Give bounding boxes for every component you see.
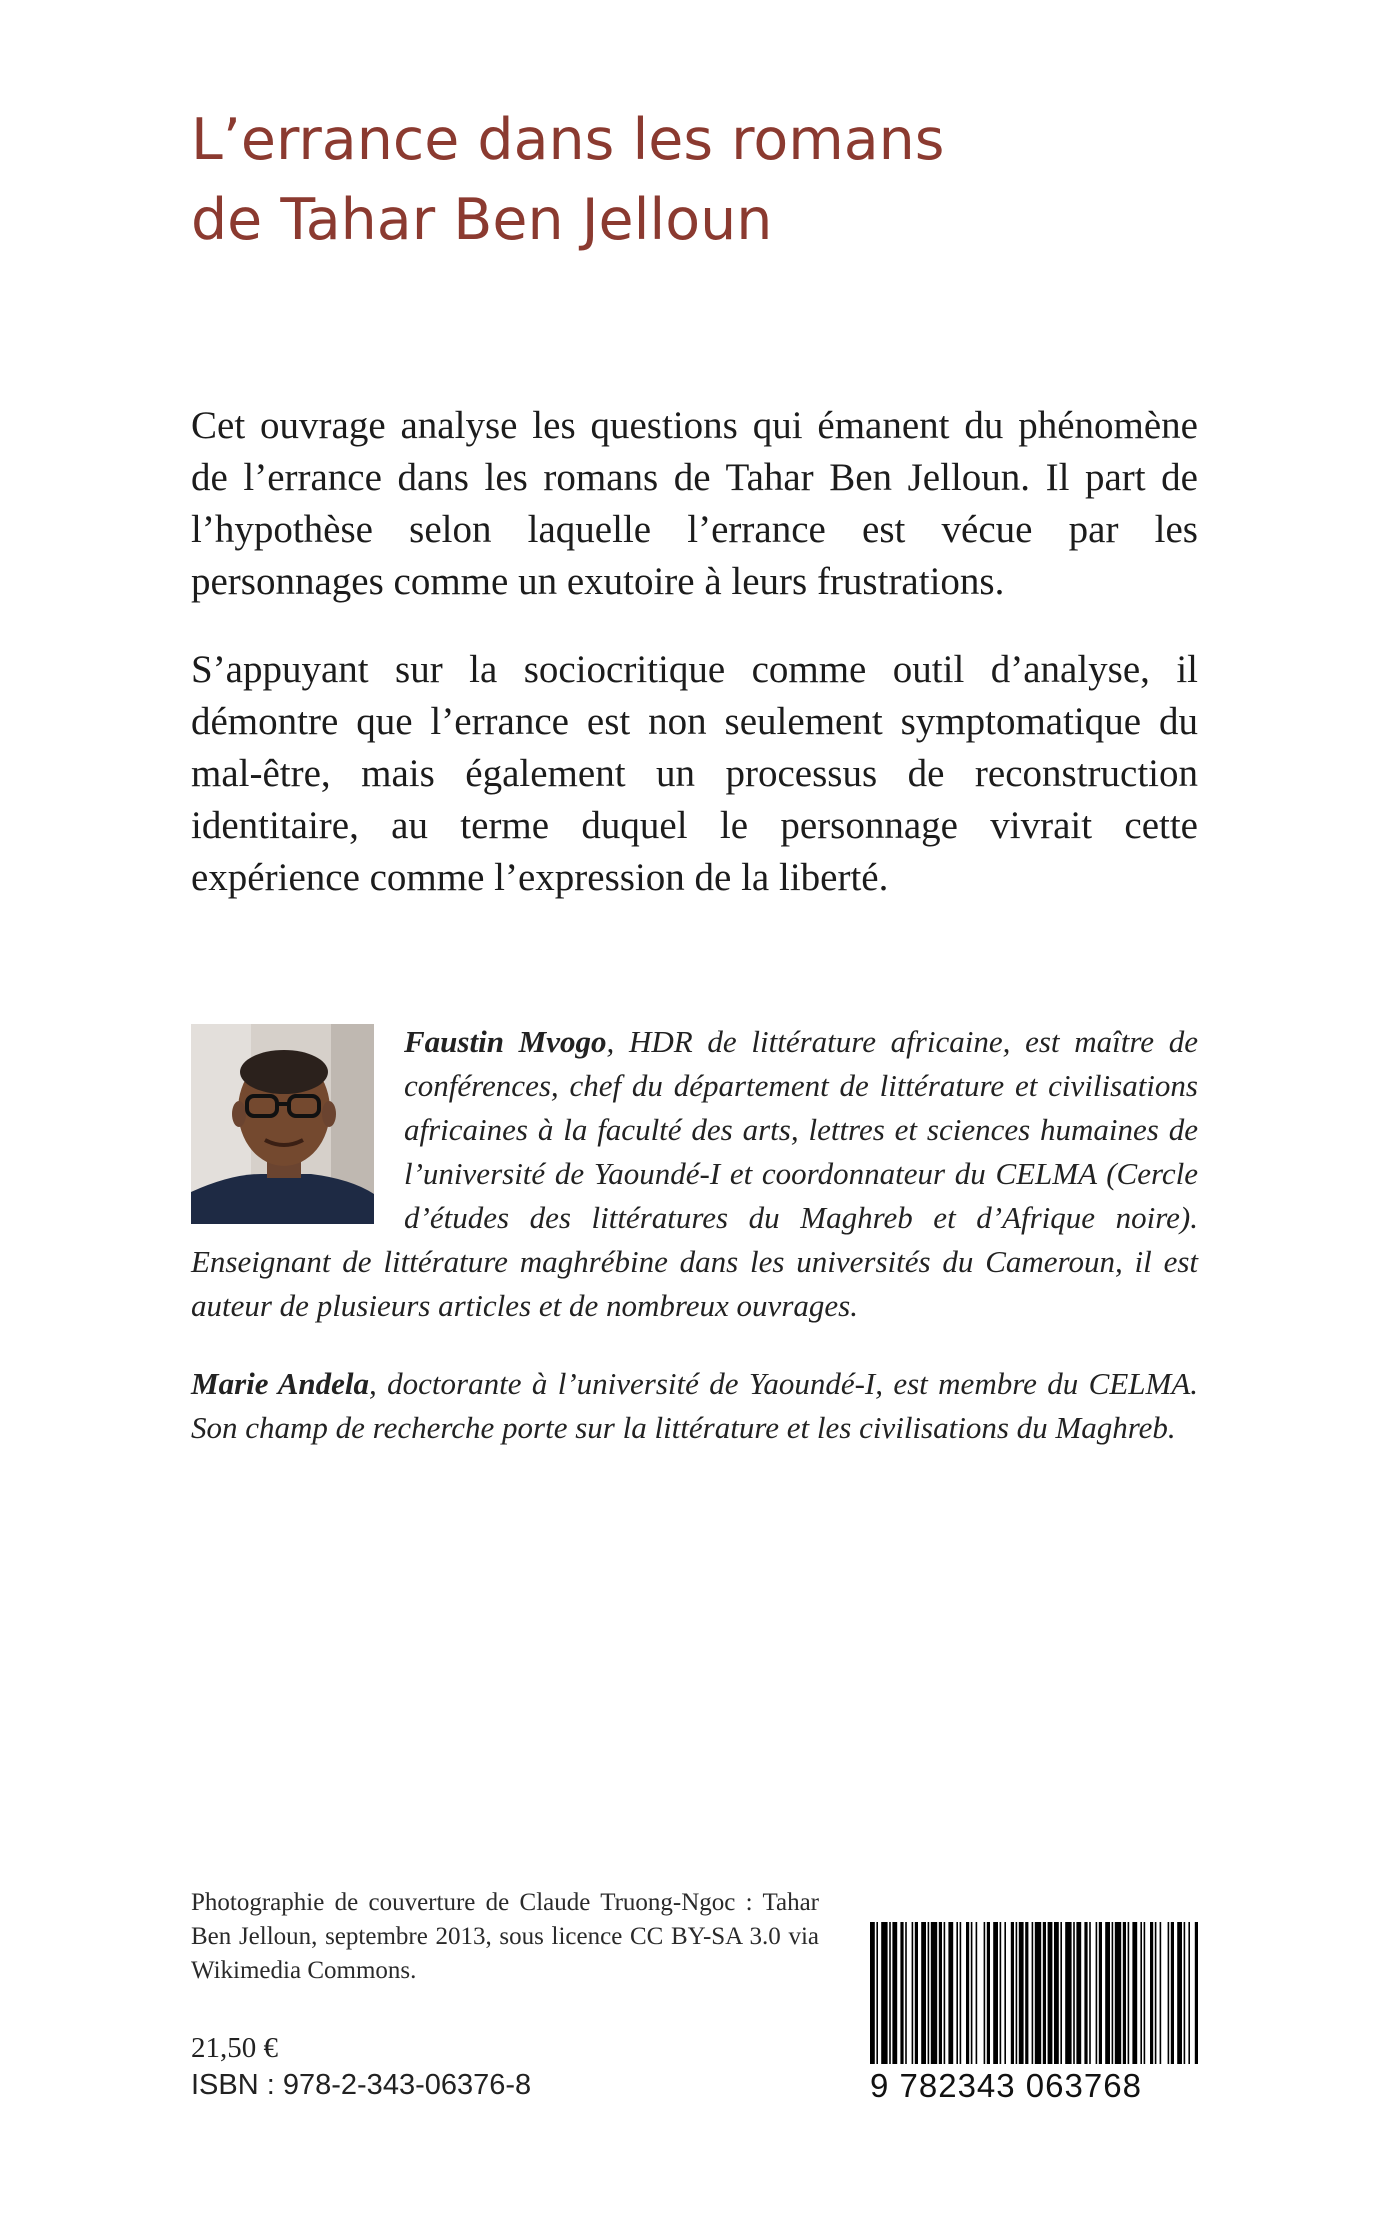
- barcode-bar: [1073, 1922, 1075, 2064]
- barcode-bar: [1123, 1922, 1126, 2064]
- author-biographies: [191, 1020, 1198, 1484]
- barcode-bar: [1000, 1922, 1002, 2064]
- barcode-bar: [892, 1922, 897, 2064]
- author-name-2: Marie Andela: [191, 1366, 370, 1401]
- barcode-bar: [931, 1922, 937, 2064]
- barcode-bar: [900, 1922, 903, 2064]
- barcode-bar: [960, 1922, 962, 2064]
- abstract: [191, 400, 1198, 940]
- barcode-bar: [1140, 1922, 1142, 2064]
- barcode-bar: [1150, 1922, 1153, 2064]
- barcode-bar: [1025, 1922, 1028, 2064]
- barcode-bar: [1177, 1922, 1182, 2064]
- photo-credit: Photographie de couverture de Claude Truong-Ngoc : Tahar Ben Jelloun, septembre 2013, sous licence CC BY-SA 3.0 via Wikimedia Commons.: [191, 1889, 819, 1984]
- barcode-bar: [1043, 1922, 1046, 2064]
- author-portrait-icon: [191, 1024, 374, 1224]
- barcode-bar: [1115, 1922, 1121, 2064]
- barcode-bar: [1132, 1922, 1137, 2064]
- barcode-bar: [1105, 1922, 1110, 2064]
- barcode-bar: [1016, 1922, 1018, 2064]
- barcode-bar: [987, 1922, 990, 2064]
- barcode-bar: [881, 1922, 887, 2064]
- barcode-bar: [921, 1922, 926, 2064]
- barcode-bar: [944, 1922, 946, 2064]
- book-title-line-1: L’errance dans les romans: [191, 107, 945, 173]
- barcode-bar: [1019, 1922, 1024, 2064]
- barcode-bar: [971, 1922, 973, 2064]
- barcode-bar: [1004, 1922, 1006, 2064]
- barcode-bar: [912, 1922, 914, 2064]
- barcode-bar: [984, 1922, 986, 2064]
- barcode-bar: [1011, 1922, 1014, 2064]
- barcode-bar: [976, 1922, 978, 2064]
- author-bio-2: [191, 1362, 1198, 1450]
- barcode-bar: [1184, 1922, 1186, 2064]
- barcode-bar: [966, 1922, 969, 2064]
- barcode-bar: [1160, 1922, 1162, 2064]
- abstract-paragraph-1: Cet ouvrage analyse les questions qui émanent du phénomène de l’errance dans les romans de Tahar Ben Jelloun. Il part de l’hypothèse selon laquelle l’errance est vécue par les personnages comme un exutoire à leurs frustrations.: [191, 404, 1198, 603]
- barcode-bar: [1195, 1922, 1198, 2064]
- book-title-line-2: de Tahar Ben Jelloun: [191, 187, 773, 253]
- barcode-bar: [1089, 1922, 1091, 2064]
- barcode-bar: [1035, 1922, 1041, 2064]
- barcode-bar: [1065, 1922, 1071, 2064]
- barcode-bar: [948, 1922, 953, 2064]
- barcode-bar: [1112, 1922, 1114, 2064]
- barcode-bar: [928, 1922, 930, 2064]
- barcode-bar: [1171, 1922, 1174, 2064]
- barcode-bar: [1096, 1922, 1098, 2064]
- barcode: [870, 1922, 1200, 2110]
- barcode-digits: 9 782343 063768: [870, 2067, 1142, 2104]
- barcode-bar: [1188, 1922, 1190, 2064]
- author-text-1: , HDR de littérature africaine, est maître de conférences, chef du département de littérature et civilisations africaines à la faculté des arts, lettres et sciences humaines de l’université de Yaoundé-I et coordonnateur du CELMA (Cercle d’études des littératures du Maghreb et d’Afrique noire). Enseignant de littérature maghrébine dans les universités du Cameroun, il est auteur de plusieurs articles et de nombreux ouvrages.: [191, 1024, 1198, 1323]
- author-name-1: Faustin Mvogo: [404, 1024, 607, 1059]
- barcode-bar: [1128, 1922, 1130, 2064]
- barcode-icon: [870, 1922, 1200, 2064]
- isbn: ISBN : 978-2-343-06376-8: [191, 2069, 532, 2101]
- barcode-bar: [876, 1922, 878, 2064]
- barcode-bar: [1084, 1922, 1087, 2064]
- barcode-bar: [889, 1922, 891, 2064]
- price: 21,50 €: [191, 2032, 278, 2064]
- barcode-bar: [1048, 1922, 1053, 2064]
- barcode-bar: [1155, 1922, 1157, 2064]
- barcode-bar: [939, 1922, 942, 2064]
- barcode-bar: [956, 1922, 958, 2064]
- barcode-bar: [1032, 1922, 1034, 2064]
- barcode-bar: [915, 1922, 918, 2064]
- abstract-paragraph-2: S’appuyant sur la sociocritique comme outil d’analyse, il démontre que l’errance est non seulement symptomatique du mal-être, mais également un processus de reconstruction identitaire, au terme duquel le personnage vivrait cette expérience comme l’expression de la liberté.: [191, 648, 1198, 899]
- book-title: [191, 100, 1241, 260]
- barcode-bar: [1144, 1922, 1146, 2064]
- barcode-bar: [1060, 1922, 1062, 2064]
- barcode-bar: [1168, 1922, 1170, 2064]
- barcode-bar: [905, 1922, 907, 2064]
- barcode-bar: [993, 1922, 998, 2064]
- barcode-bar: [1054, 1922, 1059, 2064]
- barcode-bar: [1099, 1922, 1102, 2064]
- author-photo: [191, 1024, 374, 1224]
- barcode-bar: [1076, 1922, 1081, 2064]
- author-text-2: , doctorante à l’université de Yaoundé-I, est membre du CELMA. Son champ de recherche porte sur la littérature et les civilisations du Maghreb.: [191, 1366, 1199, 1445]
- barcode-bar: [870, 1922, 875, 2064]
